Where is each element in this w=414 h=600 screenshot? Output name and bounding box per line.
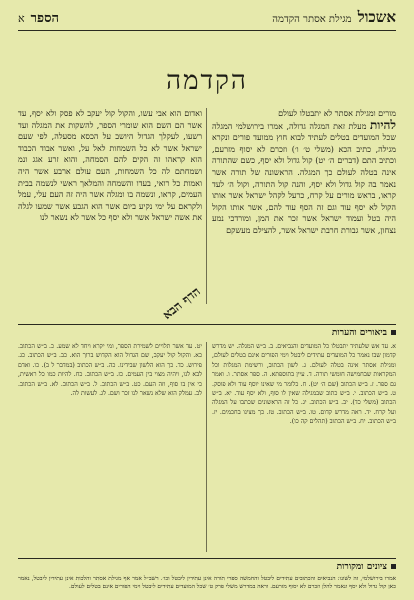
- refs-text: אמרו בירושלמי, זה לשונו: הנביאים והכתובים עתידים ליבטל והחמשה ספרי תורה אינן עתידין ליבטל וכו׳. רשב״ל אמר אף מגילת אסתר והלכות אינן עתידין ליבטל, נאמר כאן קול גדול ולא יסף ונאמר להלן וזכרם לא יסוף מזרעם. וראה במדרש משלי פרק ט׳ שכל המועדים עתידים ליבטל וימי הפורים אינם בטלים לעולם.: [18, 576, 396, 590]
- brand-title: אשכול: [357, 8, 396, 26]
- notes-section-title: ביאורים והערות: [331, 327, 387, 338]
- notes-section-header: [18, 324, 396, 339]
- text-column-right: [212, 108, 396, 304]
- running-head-left: [18, 10, 59, 26]
- page-title: הקדמה: [166, 66, 248, 96]
- refs-section-header: [18, 558, 396, 573]
- book-title: מגילת אסתר הקדמה: [272, 14, 352, 25]
- lead-word: להיות: [369, 117, 396, 132]
- notes-column-right: א. עד אש שלעתיד יתבטלו כל המועדים והנביאים. ב. ב״ש המגלה. יש מדרש קדמון שבו נאמר כל המועדים עתידים ליבטל וימי הפורים אינם בטלים לעולם, ומגילת אסתר אינה בטלה לעולם. ג. לשון הכתוב, ורשימת המגלות וכל המקראות שבחמישה חומשי תורה. ד. עיין בתוספתא. ה. ספר אסתר. ו. ואמר גם ספר. ז. ב״ש הכתוב (שם ה׳ יט). ח. כלומר מי שאינו יוסף עוד ולא פוסק. ט. ב״ש הכתוב. י. ב״ש כתוב שבמגילה שאין לו סוף, ולא יסף עוד. יא. ב״ש הכתוב (משלי כד). יב. ב״ש הכתוב. יג. כל זה הראשונים שכתבו על המגלה ועל קרח. יד. ראה מדרש קדום. טו. ב״ש הכתוב. טז. כך מצינו בחכמים. יז. ב״ש הכתוב. יח. ב״ש הכתוב (תהלים קה כו).: [212, 343, 396, 426]
- column-right-text: מעלת זאת המגלה גדולה, אמרו בירושלמי המגלה שכל המועדים בטלים לעתיד לבוא חוץ ממועד פורים ונקרא מגילה, כתיב הכא (משלי ט׳ ו׳) וזכרם לא יסוף מזרעם, וכתיב התם (דברים ה׳ יט) קול גדול ולא יסף, כשם שהתורה אינה בטלה לעולם כך המגלה. הראשונה של תורה אשר נאמר בה קול גדול ולא יסף, והנה קול התורה, וקול ה׳ לעד קראו, בראש מורים על קרח, כרעל לקהל ישראל אשר אותו הקול לא יסף עוד וגם זה הסף עוד להם, אשר אותו הקול היה בטל ועמוד ישראל אשר זכר את המן, ומורדכי נמע נצחון, אשר גבורת חרבת ישראל אשר, להצילם מעשקם: [212, 121, 396, 235]
- running-head-right: [272, 8, 396, 27]
- bullet-square-icon: [391, 330, 396, 335]
- notes-column-left: יט. עד אשר תלויים לשמירת הספר, ומי יקרא ויחד לא שמע. כ. ב״ש הכתוב. כא. והקול קול יעקב, שם הגדול הוא הקדוש ברוך הוא. כב. ב״ש הכתוב. כג. פירוש. כד. כך הוא הלשון שבידינו. כה. ב״ש הכתוב (במדבר ל ב). כו. ואדם לבא לנו, ויהיה מצוי בין העמים. כז. ב״ש הכתוב. כח. להיות כמו כל ראשית, כי אין בו סוף, וזה העם. כט. ב״ש הכתוב. ל. ב״ש הכתוב. לא. ב״ש הכתוב. לב. עמלק הוא שלא נשאר לנו זכר ושם. לג. לעשות לה.: [18, 343, 202, 398]
- section-name: הספר: [30, 11, 59, 26]
- page-number: א: [18, 12, 25, 25]
- refs-section-title: ציונים ומקורות: [336, 561, 387, 572]
- text-column-left: [18, 108, 202, 304]
- column-left-text: ואדום הוא אבי עשו, והקול קול יעקב לא פסק ולא יסף, עד אשר הם השם הוא שומרי הספר, להשקות את המגלה ועד רשעו, לעקלך הגדול היושב על הכסא מסעלה, לפי שעם ישראל אשר לא כל השמחות לאל על, ואשר אבוד הכבוד הוא קראהו זה הקים להם הסמחה, והוא זרע אגג ונמ ושמחתם לה כל השמחות, העם עולם ארבע אשר היה ואמות כל רואי, בעדו והשמחה והמלאך ראשי לנשמה בבית העמים, קראו, ונשמה בו ומגלה אשר היה זה העם עלי, עמל ולקראם על ימי נקיע ביום אשר הוא הגבע אשר שמעו לגלה את אשה ישראל אשר ולא יסף כל אשר לא נשאר לנו: [18, 109, 202, 223]
- notes-divider: [206, 342, 207, 552]
- bullet-square-icon: [391, 564, 396, 569]
- pre-line: מורים ומגילת אסתר לא יתבטלו לעולם: [278, 109, 396, 118]
- column-divider: [206, 108, 207, 304]
- running-head: [18, 8, 396, 31]
- diagonal-stamp: הדף הבא: [159, 284, 203, 323]
